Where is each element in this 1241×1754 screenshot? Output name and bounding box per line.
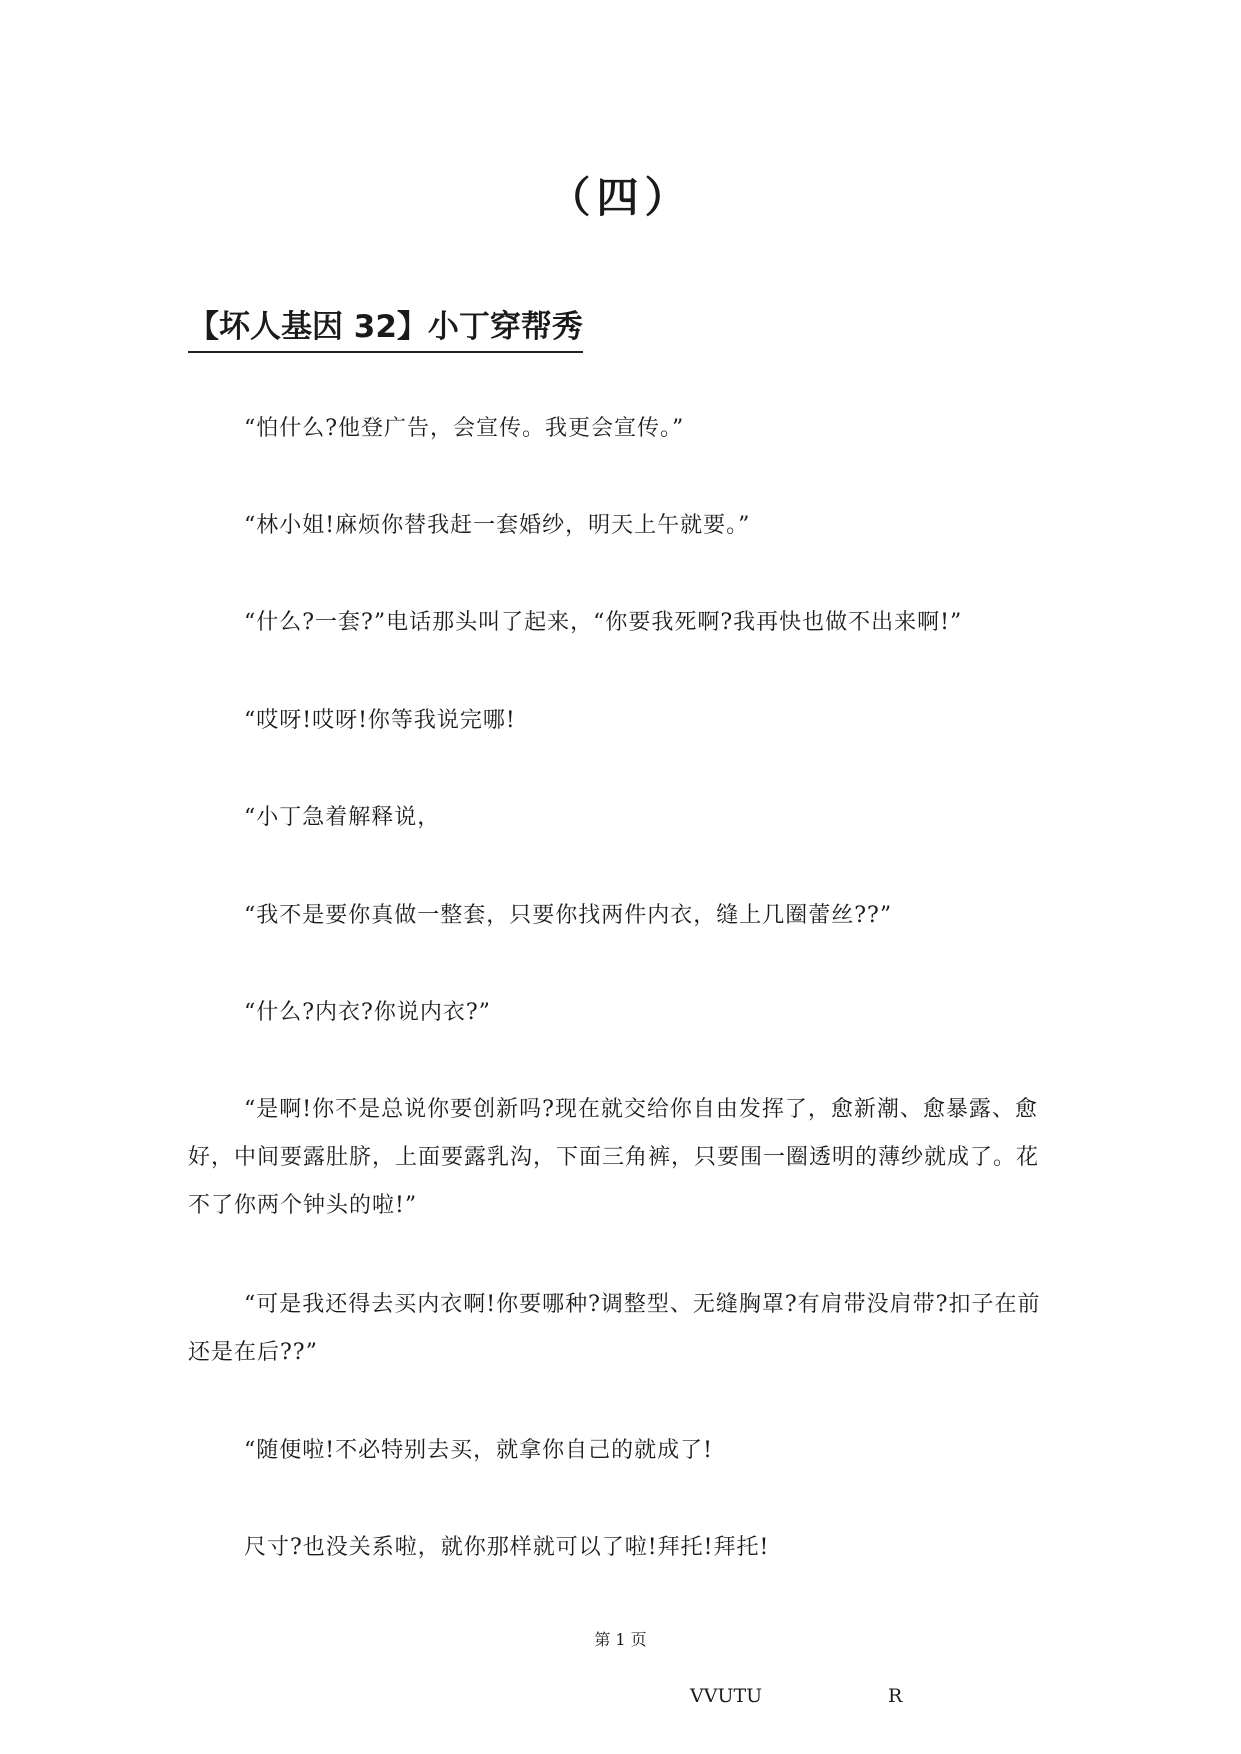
paragraph-1: “怕什么?他登广告，会宣传。我更会宣传。” bbox=[244, 416, 685, 441]
paragraph-7: “什么?内衣?你说内衣?” bbox=[244, 1000, 491, 1025]
paragraph-2: “林小姐!麻烦你替我赶一套婚纱，明天上午就要。” bbox=[244, 513, 751, 538]
paragraph-8: “是啊!你不是总说你要创新吗?现在就交给你自由发挥了，愈新潮、愈暴露、愈好，中间要露肚脐，上面要露乳沟，下面三角裤，只要围一圈透明的薄纱就成了。花不了你两个钟头的啦!” bbox=[188, 1097, 1040, 1218]
chapter-title: （四） bbox=[548, 173, 693, 222]
paragraph-4: “哎呀!哎呀!你等我说完哪! bbox=[244, 708, 516, 733]
footer-mark-left: VVUTU bbox=[690, 1685, 763, 1707]
paragraph-11: 尺寸?也没关系啦，就你那样就可以了啦!拜托!拜托! bbox=[244, 1535, 770, 1560]
section-heading: 【坏人基因 32】小丁穿帮秀 bbox=[188, 305, 583, 353]
paragraph-3: “什么?一套?”电话那头叫了起来，“你要我死啊?我再快也做不出来啊!” bbox=[244, 610, 963, 635]
paragraph-9: “可是我还得去买内衣啊!你要哪种?调整型、无缝胸罩?有肩带没肩带?扣子在前还是在后??” bbox=[188, 1292, 1041, 1365]
page-number: 第 1 页 bbox=[594, 1630, 647, 1649]
paragraph-5: “小丁急着解释说， bbox=[244, 805, 441, 830]
paragraph-10: “随便啦!不必特别去买，就拿你自己的就成了! bbox=[244, 1438, 713, 1463]
footer-mark-right: R bbox=[888, 1685, 903, 1707]
paragraph-6: “我不是要你真做一整套，只要你找两件内衣，缝上几圈蕾丝??” bbox=[244, 903, 893, 928]
